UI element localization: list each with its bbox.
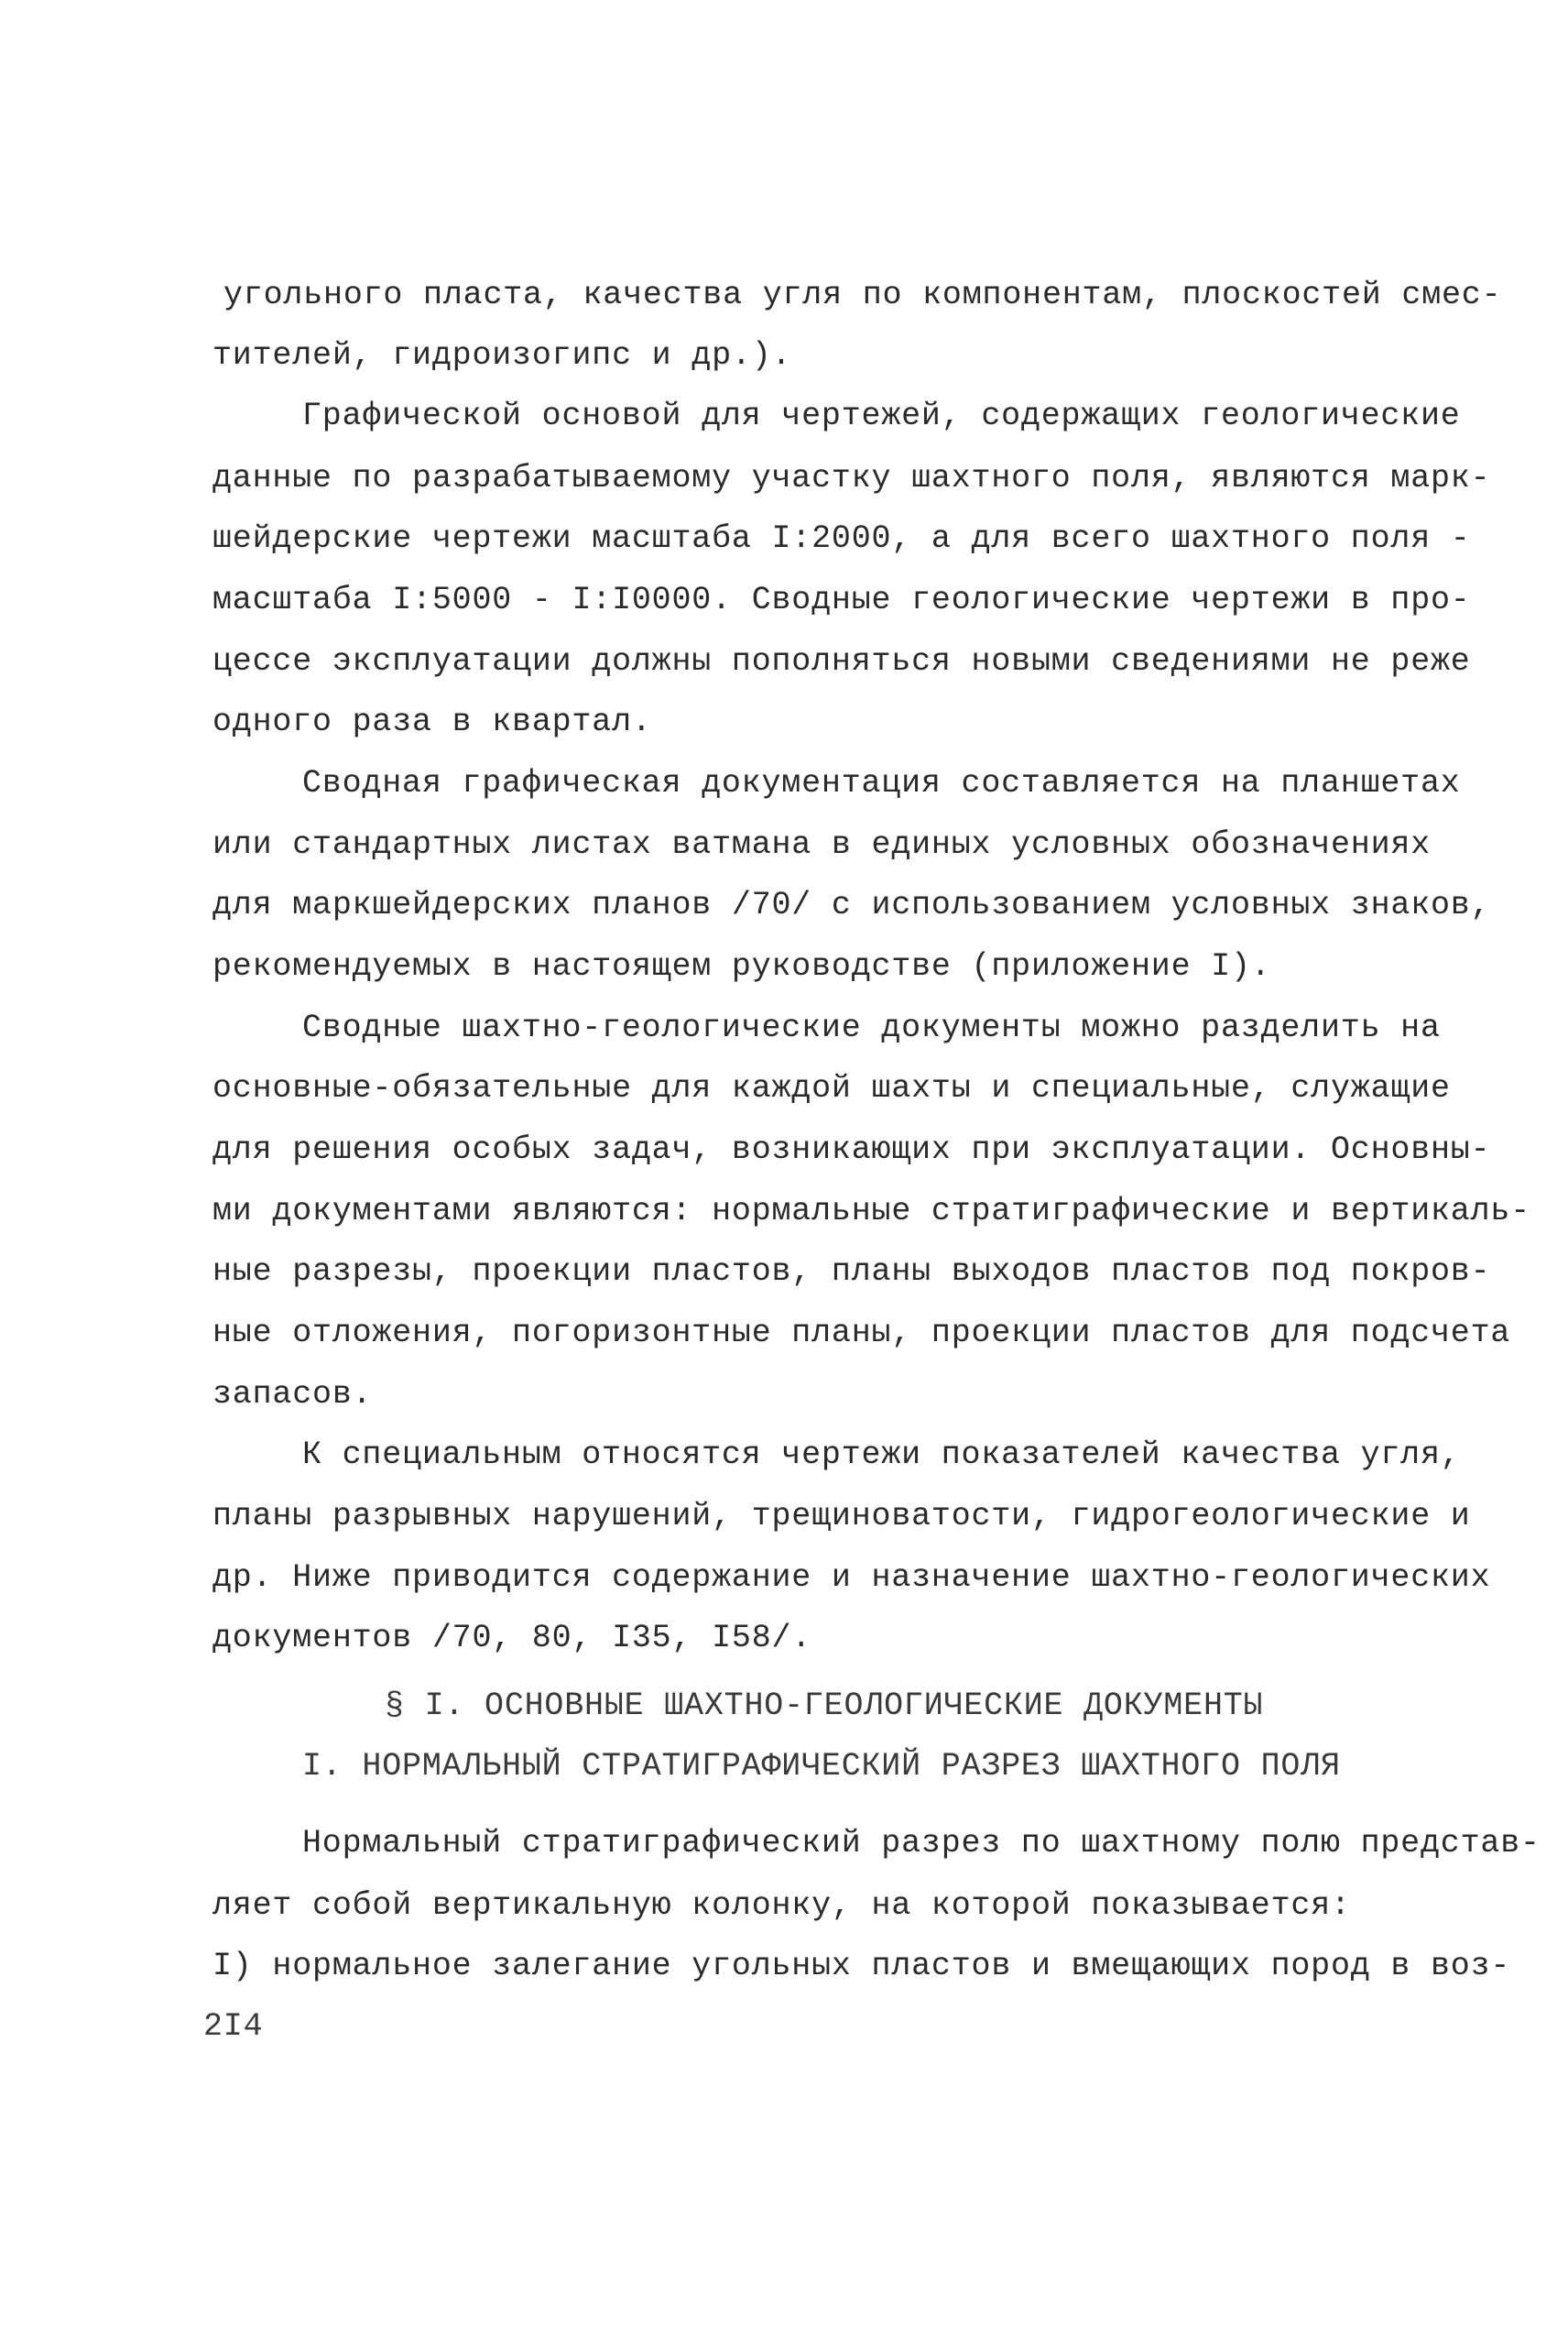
- text-line: основные-обязательные для каждой шахты и специальные, служащие: [212, 1070, 1451, 1107]
- page-number: 2I4: [203, 2008, 264, 2045]
- text-line: Нормальный стратиграфический разрез по шахтному полю представ-: [302, 1825, 1541, 1862]
- text-line: запасов.: [212, 1376, 373, 1413]
- text-line: ные отложения, погоризонтные планы, проекции пластов для подсчета: [212, 1315, 1511, 1351]
- text-line: ми документами являются: нормальные стратиграфические и вертикаль-: [212, 1193, 1531, 1229]
- text-line: тителей, гидроизогипс и др.).: [212, 337, 792, 374]
- text-line: рекомендуемых в настоящем руководстве (приложение I).: [212, 948, 1271, 985]
- text-line: Сводные шахтно-геологические документы можно разделить на: [302, 1010, 1441, 1046]
- text-line: данные по разрабатываемому участку шахтного поля, являются марк-: [212, 460, 1491, 497]
- text-line: планы разрывных нарушений, трещиноватости, гидрогеологические и: [212, 1498, 1471, 1534]
- text-line: ляет собой вертикальную колонку, на которой показывается:: [212, 1887, 1351, 1924]
- text-line: К специальным относятся чертежи показателей качества угля,: [302, 1436, 1461, 1473]
- text-line: документов /70, 80, I35, I58/.: [212, 1620, 812, 1656]
- text-line: цессе эксплуатации должны пополняться новыми сведениями не реже: [212, 643, 1471, 680]
- text-line: одного раза в квартал.: [212, 704, 652, 740]
- subsection-heading: I. НОРМАЛЬНЫЙ СТРАТИГРАФИЧЕСКИЙ РАЗРЕЗ ШАХТНОГО ПОЛЯ: [302, 1748, 1341, 1785]
- text-line: Графической основой для чертежей, содержащих геологические: [302, 398, 1461, 434]
- section-heading: § I. ОСНОВНЫЕ ШАХТНО-ГЕОЛОГИЧЕСКИЕ ДОКУМЕНТЫ: [385, 1687, 1264, 1724]
- text-line: I) нормальное залегание угольных пластов и вмещающих пород в воз-: [212, 1948, 1511, 1984]
- text-line: для маркшейдерских планов /70/ с использованием условных знаков,: [212, 887, 1491, 923]
- text-line: или стандартных листах ватмана в единых условных обозначениях: [212, 826, 1432, 863]
- text-line: угольного пласта, качества угля по компонентам, плоскостей смес-: [223, 277, 1502, 313]
- text-line: шейдерские чертежи масштаба I:2000, а для всего шахтного поля -: [212, 520, 1471, 557]
- text-line: для решения особых задач, возникающих при эксплуатации. Основны-: [212, 1131, 1491, 1168]
- text-line: масштаба I:5000 - I:I0000. Сводные геологические чертежи в про-: [212, 582, 1471, 618]
- text-line: ные разрезы, проекции пластов, планы выходов пластов под покров-: [212, 1253, 1491, 1290]
- text-line: Сводная графическая документация составляется на планшетах: [302, 765, 1461, 802]
- text-line: др. Ниже приводится содержание и назначение шахтно-геологических: [212, 1559, 1491, 1596]
